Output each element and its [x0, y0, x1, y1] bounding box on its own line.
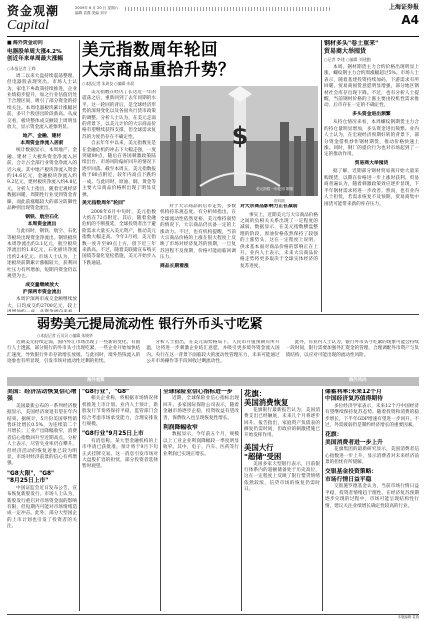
bottom-text-6: 数据显示，今年前五个月，规模以上工业企业利润降幅较一季度明显收窄。其中，电子、汽车、医药等行业利润已实现正增长。	[163, 432, 239, 457]
bottom-title-9: 储蓄利率:未来12个月 中国经济复苏值得期待	[325, 389, 383, 403]
right-headline: 钢材多头"卷土重来" 贸易商大举囤货	[324, 40, 379, 55]
bottom-text-4: 有消息称，某大型金融机构的上市申请已获批准，预计将于9月下旬正式挂牌交易。这一消息引发市场对大盘股扩容的担忧，部分投资者选择暂时观望。	[82, 438, 158, 470]
paper-name: 上海证券报	[388, 4, 419, 11]
left-para-3: 与此同时，钢铁、航空、石化等板块出现资金净流出。钢铁板块本周净流出约3.1亿元，航空板块净流出约1.8亿元，石化板块净流出约2.4亿元。市场人士认为，上述板块前期累计涨幅较大，获利回吐压力有所增加，短期内资金仍以观望为主。	[7, 229, 77, 279]
second-byline: ○本报记者 石贝贝 ○编辑 朱晓华	[37, 333, 93, 338]
band-label-left: 海外观察	[87, 378, 105, 383]
bottom-text-9: 多位经济学家表示，未来12个月中国经济有望继续保持复苏态势。随着投资和消费的稳步增长，下半年GDP增速有望进一步回升。不过，外需疲弱仍是制约经济增长的重要因素。	[325, 403, 419, 429]
issue-editor: 编辑 袁燕 美编 刘平	[75, 10, 108, 15]
column-divider	[321, 40, 322, 312]
right-subhead-3: 贸易商大举囤货	[354, 160, 389, 166]
main-col-1	[82, 90, 156, 312]
bottom-title-1: 美国：经济活动恢复信心增强	[7, 389, 77, 403]
section-logo	[7, 5, 59, 33]
column-divider	[79, 389, 80, 611]
bottom-title-7: 花旗： 美国消费恢复	[244, 389, 289, 408]
photo-caption: 资料图	[274, 199, 285, 203]
masthead	[7, 3, 419, 37]
main-para-4: 对于大宗商品的后市走势，多数机构持乐观态度。有分析师指出，在全球流动性依然宽裕、美元维持弱势的情况下，大宗商品仍具备一定的上涨动力。不过，也有机构提醒，当前大宗商品价格的上涨在很大程度上反映了市场对经济复苏的预期，一旦复苏进程不及预期，价格可能面临回调压力。	[160, 204, 236, 261]
bottom-text-1: 美国最新公布的一系列经济数据显示，美国经济衰退有望在年内结束。据统计，5月份美国零售销售环比增长0.5%，为连续第二个月增长；工业产出降幅收窄，消费者信心指数回升至近期高点。分析人士表示，尽管失业率仍在攀升，但经济活动的恢复迹象已较为明显，市场对经济前景的信心有所增强。	[7, 403, 77, 467]
second-para-3: 此外，有业内人士认为，银行外币头寸吃紧的现象可能会持续一段时间，银行需要加强外汇资金的管理，合理调配外币资产与负债结构，以应对可能出现的流动性风险。	[285, 340, 419, 358]
photo-caption-inline: 美元指数一年轮回 制图	[256, 187, 294, 191]
svg-text:$: $	[231, 122, 249, 150]
band-label-right: 海外风向	[349, 378, 367, 383]
paper-info	[389, 4, 419, 28]
main-headline-2: 大宗商品重拾升势？	[82, 60, 235, 79]
right-para-1: 本周，钢材期货主力合约价格出现明显上涨，螺纹钢主力合约周涨幅超过5%。市场人士表示，随着基建投资持续加码，下游需求有所回暖，贸易商囤货意愿明显增强，部分地区钢材社会库存出现下降。不过，也有分析人士提醒，当前钢材价格的上涨主要由投机性需求推动，后市存在一定的不确定性。	[324, 65, 419, 109]
left-subhead-4: 成交量继续放大 沪深两市资金流出	[22, 283, 62, 295]
main-photo	[160, 86, 318, 196]
bottom-title-2: "G8大限"，"G8" "8月25日上市"	[7, 470, 55, 485]
bottom-text-7: 花旗银行最新报告认为，美国消费支出已经触底，未来几个月将逐步回升。报告指出，家庭资产负债表的修复仍需时间，但政府的刺激措施已开始发挥作用。	[244, 407, 320, 439]
bottom-col-4	[244, 389, 320, 611]
main-col-2	[160, 204, 236, 312]
second-story	[7, 317, 419, 375]
left-subhead-3: 钢铁、航空石化 本周资金流出	[25, 215, 59, 227]
main-subhead-1: 美元指数周年"轮回"	[82, 200, 126, 206]
bottom-text-2: 中国证监会近日发布公告，宣布恢复新股发行。市场人士认为，新股发行重启对市场资金面的影响有限，但短期内可能对市场情绪造成一定冲击。此外，部分大型国企的上市计划也引发了投资者的关注。	[7, 485, 77, 530]
right-para-2: 从持仓情况来看，本周螺纹钢期货主力合约持仓量明显增加，多头资金进出频繁。业内人士认为，在宏观经济预期好转的背景下，部分资金借机炒作钢材期货，推动价格快速上涨。同时，钢厂的提价行为也对市场起到了一定的推动作用。	[324, 120, 419, 158]
left-column	[7, 40, 77, 312]
bottom-title-3: "G8行业"，"G8"	[82, 389, 130, 395]
column-divider	[241, 389, 242, 611]
main-para-3: 2008年6月中旬时，美元指数大约在72点附近。其后，随着金融危机的不断蔓延，全球投资者出于避险需求大量买入美元资产，推动美元指数大幅走高。今年3月初，美元指数一度升至89点上方，创下近三年来新高。不过，随着美联储宣布购买国债等量化宽松措施，美元开始步入下跌通道。	[82, 209, 156, 266]
bottom-text-8: 美国多家大型银行表示，目前银行体系内的超额储备处于历史高位，这在一定程度上反映了银行惜贷情绪依然较浓，信贷市场的恢复仍需时日。	[244, 461, 320, 493]
photo-illustration	[160, 86, 318, 196]
bottom-title-8: 美国大行 "超储"受困	[244, 442, 282, 462]
left-para-4: 本周沪深两市成交金额继续放大，日均成交约2700亿元，较上	[7, 297, 77, 309]
main-byline: ○本报记者 朱周良 ○编辑 申晨	[82, 81, 135, 86]
bottom-col-3	[163, 389, 239, 611]
right-column	[324, 40, 419, 312]
second-headline: 弱势美元提局流动性 银行外币头寸吃紧	[37, 317, 263, 332]
page-number: A4	[401, 13, 419, 27]
right-subhead-2: 多头资金进出频繁	[352, 111, 391, 117]
section-name-cn: 资金观潮	[7, 4, 60, 18]
page-footer: 本版编辑 袁燕	[7, 614, 419, 619]
issue-date: 2009年 6 月 20 日 星期六	[75, 6, 119, 10]
left-para-1: 周二以来大盘持续震荡整理，但电器股表现突出。市场人士认为，家电下乡政策持续推进，企业业绩稳步提升，加之行业估值仍处于合理区间，吸引了部分资金的持续关注。本周电器板块累计涨幅居前，多只个股创出阶段新高。从成交看，板块整体成交额较上周明显放大，显示资金流入迹象明显。	[7, 73, 77, 131]
left-para-2: 统计数据显示，本周地产、金融、建材三大板块资金净流入居前，合计占全部行业资金净流入的近六成。其中地产板块净流入资金约14.6亿元，金融板块净流入约9.2亿元，建材板块净流入约4.8亿元。分析人士指出，随着宏观经济数据回暖，周期性行业受到资金青睐，而此前涨幅较大的部分防御性品种则出现资金流出。	[7, 148, 77, 211]
right-byline: ○记者 李建 ○编辑 刘建勤	[324, 57, 371, 62]
left-headline: 电器股单周大涨4.2% 创近年来单周最大涨幅	[7, 49, 63, 63]
column-divider	[160, 389, 161, 611]
left-subhead-2: 地产、金融、建材 本周资金净流入居前	[20, 134, 64, 146]
section-rule	[7, 314, 419, 315]
bottom-text-10: 花旗集团的最新研究显示，美国消费者信心指数进一步上升，显示消费者对未来经济前景的担忧有所缓解。	[325, 447, 419, 466]
bottom-text-11: 交银施罗德基金认为，当前市场行情日益平稳，投资者情绪趋于理性。在经济复苏预期逐步兑现的过程中，市场可能呈现结构性行情，建议关注业绩增长确定性较高的行业。	[325, 484, 419, 509]
main-subhead-2: 商品长期看涨	[160, 263, 189, 269]
issue-meta	[75, 6, 118, 16]
bottom-text-5: 近期，全球保险业信心指标出现回升。多家国际保险公司表示，随着金融市场逐步企稳，投资收益有望改善，保费收入也呈现恢复性增长。	[163, 396, 239, 421]
right-para-3: 据了解，近期部分钢材贸易商开始大量采购现货，以期在价格进一步上涨时获利。贸易商普遍认为，随着刺激政策效应逐步显现，下半年钢材需求将进一步改善。然而，也有业内人士担忧，若需求恢复不及预期，贸易商集中囤货可能带来新的库存压力。	[324, 169, 419, 207]
bottom-title-5: 全球保险业信心指标进一步	[163, 389, 233, 395]
second-para-1: 近期美元持续走弱，国内外汇市场出现了一些新的变化。有银行人士透露，部分银行的外币头寸出现吃紧，一些企业开始加快结汇速度，导致银行外币存款增长放缓。与此同时，境外热钱流入的迹象也有所显现，引发市场对流动性过剩的担忧。	[7, 340, 141, 365]
column-divider	[322, 389, 323, 611]
main-subhead-3: 对大宗商品影响力正在减弱	[240, 204, 298, 209]
bottom-col-1	[7, 389, 77, 611]
bottom-col-2	[82, 389, 158, 611]
bottom-title-4: "G8行业"9月25日上市	[82, 431, 144, 438]
section-band	[7, 377, 419, 386]
main-col-3	[240, 204, 318, 312]
bottom-title-11: 交银基金投资策略： 市场行情日益平稳	[325, 469, 378, 483]
left-section-label: ■ 海外资金动向	[7, 40, 77, 47]
bottom-col-5	[325, 389, 419, 611]
section-name-en: Capital	[7, 18, 50, 33]
left-byline: ○本报记者 王晔	[7, 65, 36, 71]
main-story	[82, 40, 318, 312]
bottom-title-10: 花旗： 美国消费者进一步上升	[325, 432, 383, 446]
second-body	[7, 340, 419, 375]
second-para-2: 分析人士指出，在美元弱势格局下，人民币升值预期有所升温，这将进一步刺激企业结汇意愿，并吸引更多境外资金流入国内。央行在这一背景下面临较大的流动性管理压力，未来可能通过公开市场操作等手段回收过剩流动性。	[146, 340, 280, 365]
main-para-5: 事实上，近期美元与大宗商品价格之间的负相关关系出现了一定程度的减弱。数据显示，在美元指数横盘整理的阶段，原油价格依然保持了较强的上涨势头，这在一定程度上说明，供求基本面对商品价格的影响正在上升。业内人士表示，未来大宗商品价格走势将更多取决于全球实体经济的复苏进度。	[240, 212, 318, 269]
main-para-1: 美元指数在经历了长达近一年的震荡之后，重新回到了去年同期的水平。这一轮回的背后，是全球经济形势的深刻变化以及各国央行货币政策的调整。分析人士认为，在美元走弱的背景下，以美元计价的大宗商品价格有望继续获得支撑，但全球需求复苏的力度仍存在不确定性。	[82, 90, 156, 140]
column-divider	[79, 40, 80, 312]
main-para-2: 自去年年中以来，美元指数先是在金融危机的冲击下大幅走强，一度突破89点，随后在各国刺激政策陆续出台、市场风险偏好回升的情况下逐步回落。截至本周五，美元指数报收于80点附近，较年内高点下跌约一成。与此同时，原油、铜、黄金等主要大宗商品价格则出现了明显反弹。	[82, 141, 156, 198]
decorative-rule	[125, 7, 330, 11]
main-headline-1: 美元指数周年轮回	[82, 40, 218, 59]
bottom-title-6: 利润降幅收窄	[163, 425, 198, 432]
bottom-text-3: 相关企业称，将根据市场情况择机推进上市计划。业内人士预计，新股发行节奏将保持平稳，监管部门会综合考虑市场承受能力，合理安排发行规模。	[82, 396, 158, 428]
